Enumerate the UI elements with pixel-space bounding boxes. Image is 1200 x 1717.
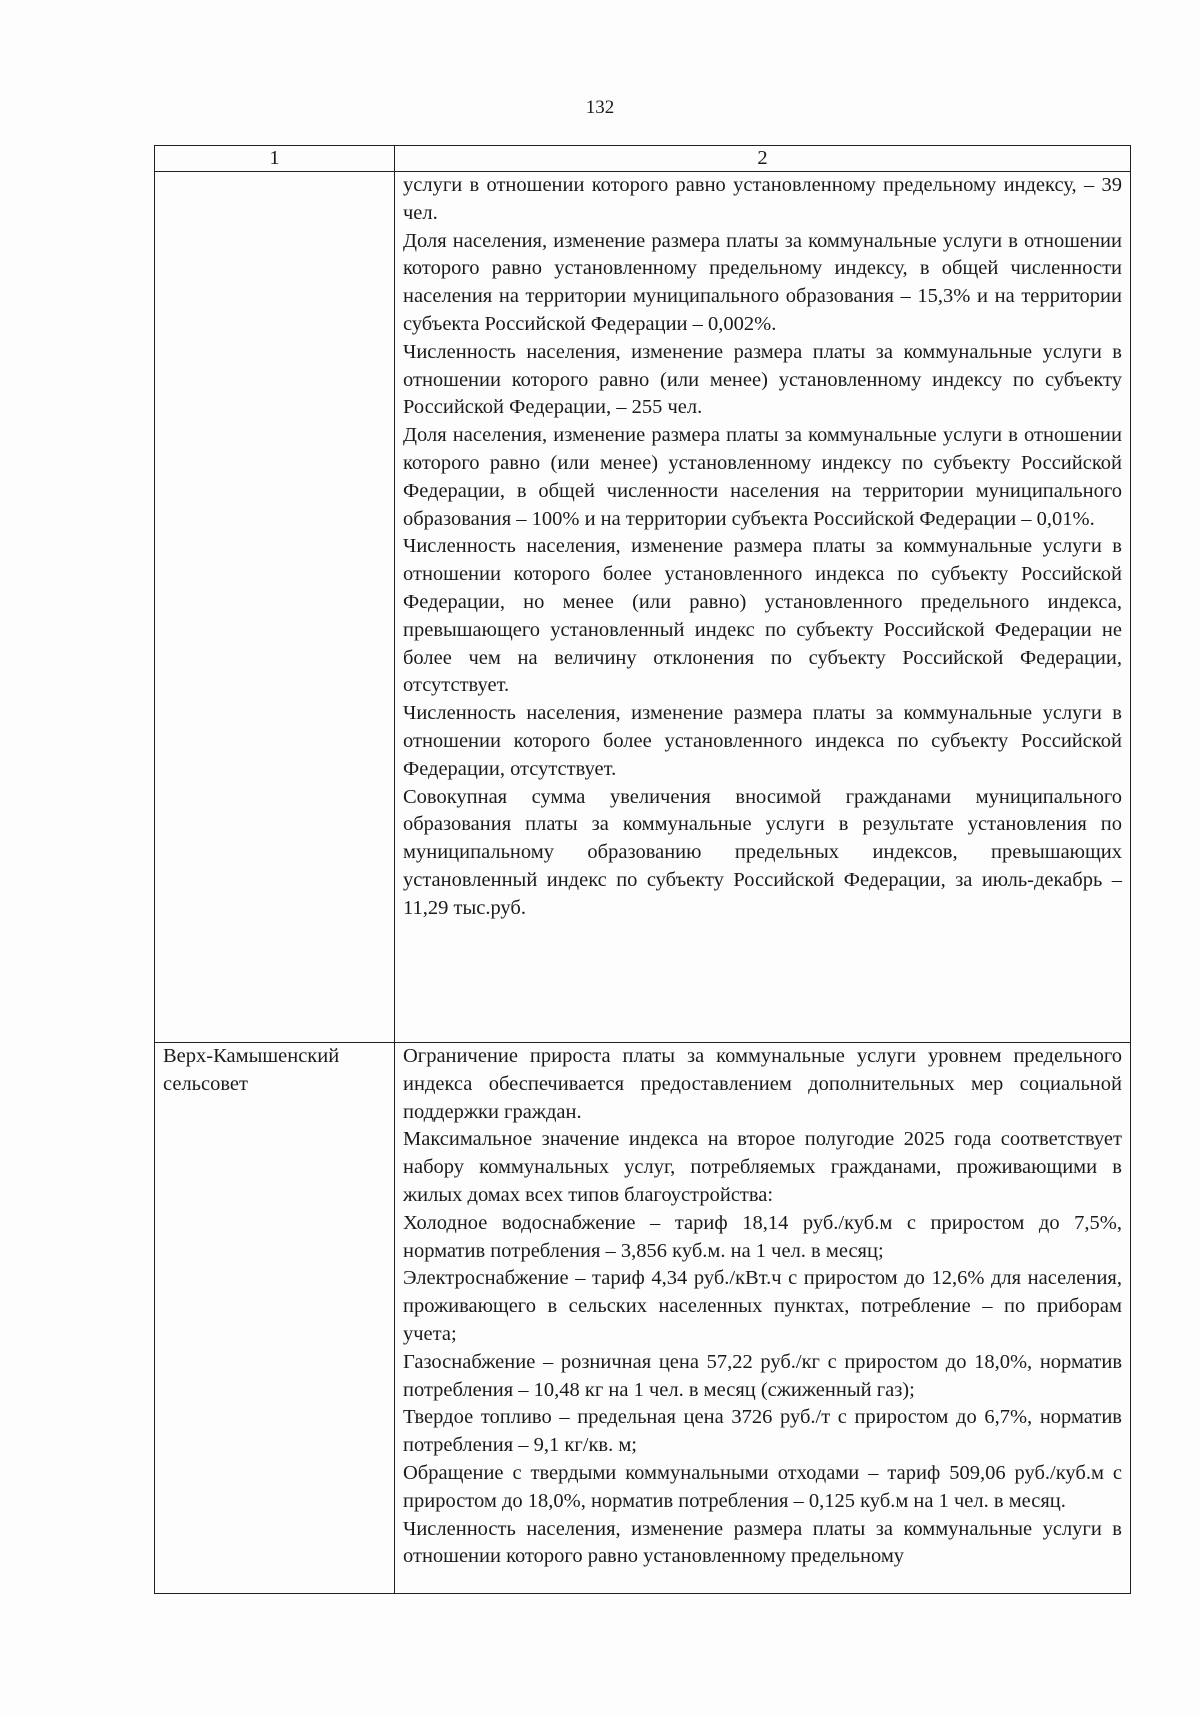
row-label-cell xyxy=(155,1043,395,1594)
paragraph: Доля населения, изменение размера платы за коммунальные услуги в отношении которого равно установленному предельному индексу, в общей численности населения на территории муниципального образования – 15,3% и на территории субъекта Российской Федерации – 0,002%. xyxy=(403,229,1122,335)
paragraph: Совокупная сумма увеличения вносимой гражданами муниципального образования платы за коммунальные услуги в результате установления по муниципальному образованию предельных индексов, превышающих установленный индекс по субъекту Российской Федерации, за июль-декабрь – 11,29 тыс.руб. xyxy=(403,785,1122,919)
row-label-cell xyxy=(155,172,395,1043)
table-row xyxy=(155,172,1131,1043)
paragraph: Численность населения, изменение размера платы за коммунальные услуги в отношении которого более установленного индекса по субъекту Российской Федерации, отсутствует. xyxy=(403,702,1122,780)
paragraph: Обращение с твердыми коммунальными отходами – тариф 509,06 руб./куб.м с приростом до 18,0%, норматив потребления – 0,125 куб.м на 1 чел. в месяц. xyxy=(403,1461,1122,1512)
paragraph: Численность населения, изменение размера платы за коммунальные услуги в отношении которого равно установленному предельному xyxy=(403,1517,1122,1568)
row-content-cell xyxy=(395,172,1131,1043)
column-header-2: 2 xyxy=(395,146,1131,172)
page-number: 132 xyxy=(585,97,615,118)
column-header-1: 1 xyxy=(155,146,395,172)
paragraph: Численность населения, изменение размера платы за коммунальные услуги в отношении которого более установленного индекса по субъекту Российской Федерации, но менее (или равно) установленного предельного индекса, превышающего установленный индекс по субъекту Российской Федерации не более чем на величину отклонения по субъекту Российской Федерации, отсутствует. xyxy=(403,535,1122,697)
row-content-cell xyxy=(395,1043,1131,1594)
paragraph: Электроснабжение – тариф 4,34 руб./кВт.ч с приростом до 12,6% для населения, проживающего в сельских населенных пунктах, потребление – по приборам учета; xyxy=(403,1267,1122,1345)
data-table xyxy=(154,145,1131,1594)
paragraph: Газоснабжение – розничная цена 57,22 руб./кг с приростом до 18,0%, норматив потребления – 10,48 кг на 1 чел. в месяц (сжиженный газ); xyxy=(403,1350,1122,1401)
paragraph: Максимальное значение индекса на второе полугодие 2025 года соответствует набору коммунальных услуг, потребляемых гражданами, проживающими в жилых домах всех типов благоустройства: xyxy=(403,1128,1122,1206)
paragraph: Доля населения, изменение размера платы за коммунальные услуги в отношении которого равно (или менее) установленному индексу по субъекту Российской Федерации, в общей численности населения на территории муниципального образования – 100% и на территории субъекта Российской Федерации – 0,01%. xyxy=(403,424,1122,530)
row-label: Верх-Камышенский сельсовет xyxy=(163,1045,340,1095)
paragraph: услуги в отношении которого равно установленному предельному индексу, – 39 чел. xyxy=(403,174,1122,224)
paragraph: Холодное водоснабжение – тариф 18,14 руб./куб.м с приростом до 7,5%, норматив потребления – 3,856 куб.м. на 1 чел. в месяц; xyxy=(403,1211,1122,1262)
paragraph: Твердое топливо – предельная цена 3726 руб./т с приростом до 6,7%, норматив потребления – 9,1 кг/кв. м; xyxy=(403,1406,1122,1457)
paragraph: Численность населения, изменение размера платы за коммунальные услуги в отношении которого равно (или менее) установленному индексу по субъекту Российской Федерации, – 255 чел. xyxy=(403,340,1122,419)
table-row xyxy=(155,1043,1131,1594)
paragraph: Ограничение прироста платы за коммунальные услуги уровнем предельного индекса обеспечивается предоставлением дополнительных мер социальной поддержки граждан. xyxy=(403,1045,1122,1123)
table-header-row xyxy=(155,146,1131,172)
